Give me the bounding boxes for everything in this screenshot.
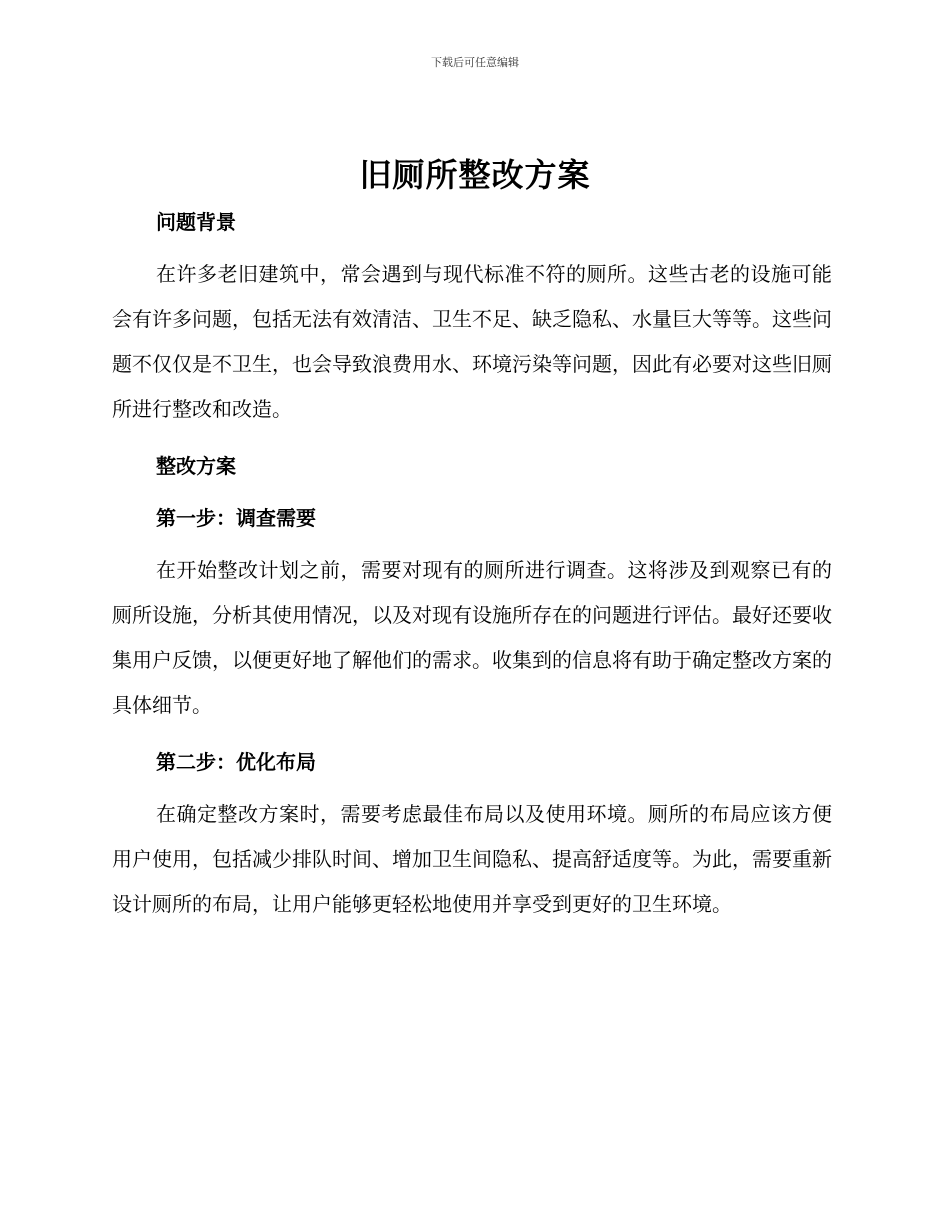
paragraph-background: 在许多老旧建筑中，常会遇到与现代标准不符的厕所。这些古老的设施可能会有许多问题，包括无法有效清洁、卫生不足、缺乏隐私、水量巨大等等。这些问题不仅仅是不卫生，也会导致浪费用水、环境污染等问题，因此有必要对这些旧厕所进行整改和改造。 bbox=[112, 262, 832, 421]
section-heading-plan: 整改方案 bbox=[156, 454, 236, 478]
document-title: 旧厕所整改方案 bbox=[359, 156, 591, 194]
header-note: 下载后可任意编辑 bbox=[431, 56, 519, 69]
paragraph-step2: 在确定整改方案时，需要考虑最佳布局以及使用环境。厕所的布局应该方便用户使用，包括减少排队时间、增加卫生间隐私、提高舒适度等。为此，需要重新设计厕所的布局，让用户能够更轻松地使用并享受到更好的卫生环境。 bbox=[112, 802, 832, 916]
section-heading-step2: 第二步：优化布局 bbox=[156, 750, 316, 774]
section-heading-step1: 第一步：调查需要 bbox=[156, 506, 316, 530]
document-body bbox=[112, 200, 832, 939]
paragraph-step1: 在开始整改计划之前，需要对现有的厕所进行调查。这将涉及到观察已有的厕所设施，分析其使用情况，以及对现有设施所存在的问题进行评估。最好还要收集用户反馈，以便更好地了解他们的需求。收集到的信息将有助于确定整改方案的具体细节。 bbox=[112, 558, 832, 717]
section-heading-background: 问题背景 bbox=[156, 210, 236, 234]
